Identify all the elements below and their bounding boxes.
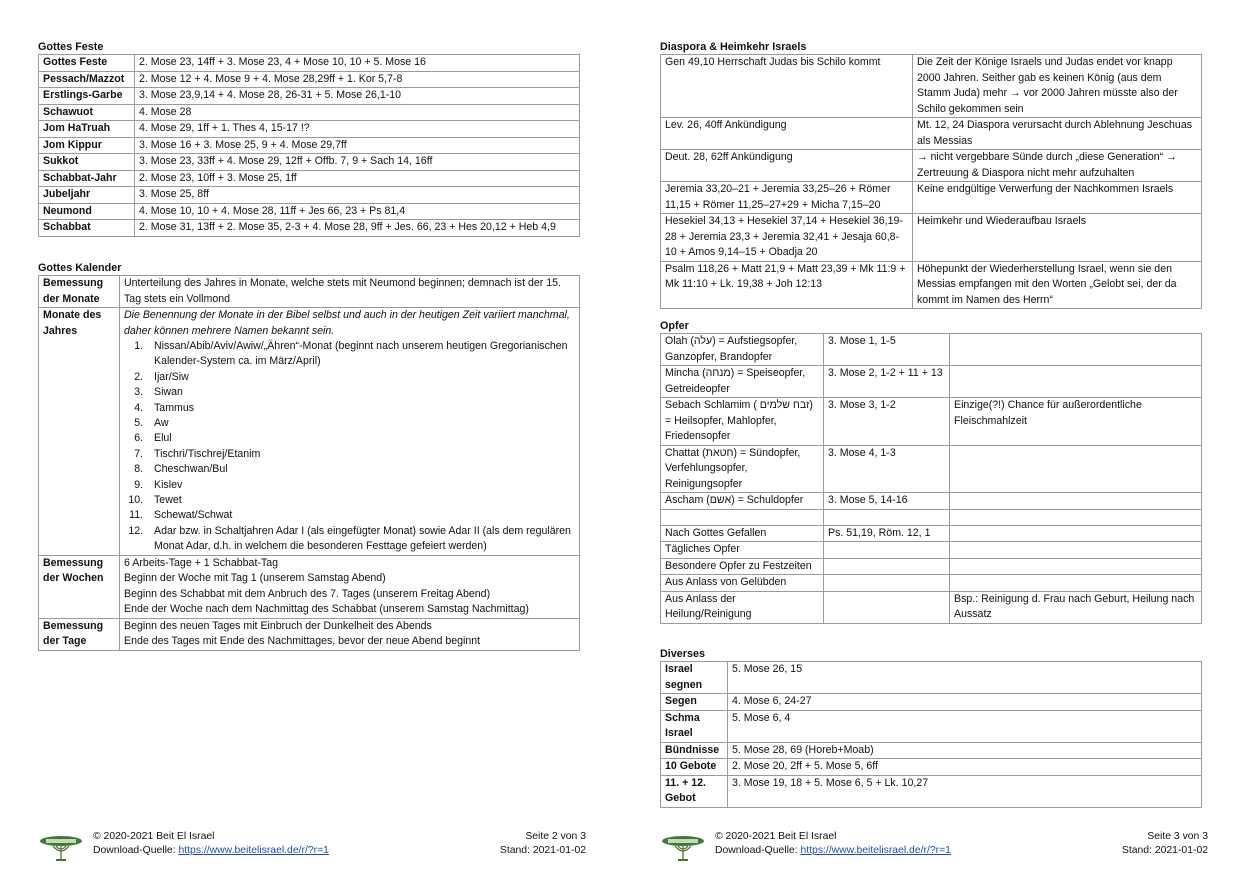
table-row (661, 710, 1202, 742)
month-item: 12. Adar bzw. in Schaltjahren Adar I (als eingefügter Monat) sowie Adar II (als dem regulären Monat Adar, d.h. in welchem die besonderen Festtage gefeiert werden) (146, 524, 575, 555)
table-row (39, 88, 580, 105)
download-source (93, 844, 329, 858)
row-text (120, 555, 580, 618)
table-row (39, 71, 580, 88)
table-row (661, 493, 1202, 510)
misc-name: Schma Israel (661, 710, 728, 742)
feste-table (38, 54, 580, 237)
table-row (661, 591, 1202, 623)
month-list (124, 339, 575, 555)
feast-name: Schabbat (39, 220, 135, 237)
feast-name: Gottes Feste (39, 55, 135, 72)
table-row (39, 55, 580, 72)
table-row (661, 509, 1202, 525)
row-label: Monate des Jahres (39, 308, 120, 556)
misc-reference: 5. Mose 28, 69 (Horeb+Moab) (728, 742, 1202, 759)
offering-reference (824, 509, 950, 525)
source-link[interactable]: https://www.beitelisrael.de/r/?r=1 (800, 845, 951, 856)
misc-reference: 5. Mose 6, 4 (728, 710, 1202, 742)
table-row (661, 542, 1202, 559)
table-row (39, 187, 580, 204)
feast-name: Schawuot (39, 104, 135, 121)
diaspora-table (660, 54, 1202, 309)
diaspora-text: Mt. 12, 24 Diaspora verursacht durch Ablehnung Jeschuas als Messias (913, 118, 1202, 150)
table-row (661, 759, 1202, 776)
table-row (39, 203, 580, 220)
offering-name: Besondere Opfer zu Festzeiten (661, 558, 824, 575)
table-row (661, 150, 1202, 182)
diverses-table (660, 661, 1202, 808)
table-row (661, 334, 1202, 366)
table-row (39, 121, 580, 138)
month-item: 5. Aw (146, 416, 575, 431)
misc-name: Segen (661, 694, 728, 711)
diaspora-reference: Gen 49,10 Herrschaft Judas bis Schilo kommt (661, 55, 913, 118)
source-link[interactable]: https://www.beitelisrael.de/r/?r=1 (178, 845, 329, 856)
misc-reference: 4. Mose 6, 24-27 (728, 694, 1202, 711)
offering-reference: 3. Mose 4, 1-3 (824, 445, 950, 493)
table-row (661, 575, 1202, 592)
section-title-diaspora: Diaspora & Heimkehr Israels (660, 41, 807, 53)
month-item: 1. Nissan/Abib/Aviv/Awiw/„Ähren“-Monat (beginnt nach unserem heutigen Gregorianischen Kalender-System ca. im März/April) (146, 339, 575, 370)
beit-el-israel-logo (660, 832, 706, 864)
table-row (661, 445, 1202, 493)
row-label: Bemessung der Wochen (39, 555, 120, 618)
feast-reference: 2. Mose 23, 10ff + 3. Mose 25, 1ff (135, 170, 580, 187)
feast-name: Schabbat-Jahr (39, 170, 135, 187)
table-row (39, 104, 580, 121)
text-line: Ende des Tages mit Ende des Nachmittages, bevor der neue Abend beginnt (124, 635, 481, 648)
table-row (661, 118, 1202, 150)
month-item: 9. Kislev (146, 478, 575, 493)
table-row (661, 558, 1202, 575)
feast-name: Pessach/Mazzot (39, 71, 135, 88)
feast-name: Jom Kippur (39, 137, 135, 154)
offering-note (950, 542, 1202, 559)
offering-reference (824, 591, 950, 623)
diaspora-text: Keine endgültige Verwerfung der Nachkommen Israels (913, 182, 1202, 214)
page-number: Seite 2 von 3 (525, 831, 586, 842)
diaspora-text: Höhepunkt der Wiederherstellung Israel, wenn sie den Messias empfangen mit den Worten „Gelobt sei, der da kommt im Namen des Herrn“ (913, 261, 1202, 309)
offering-name: Ascham (אשם) = Schuldopfer (661, 493, 824, 510)
diaspora-text: Heimkehr und Wiederaufbau Israels (913, 214, 1202, 262)
feast-reference: 4. Mose 28 (135, 104, 580, 121)
table-row (39, 618, 580, 650)
source-label: Download-Quelle: (715, 845, 801, 856)
text-line: Beginn des neuen Tages mit Einbruch der Dunkelheit des Abends (124, 619, 432, 632)
table-row (39, 308, 580, 556)
table-row (661, 525, 1202, 542)
offering-name: Sebach Schlamim ( זבח שלמים) = Heilsopfer, Mahlopfer, Friedensopfer (661, 398, 824, 446)
beit-el-israel-logo (38, 832, 84, 864)
misc-name: 10 Gebote (661, 759, 728, 776)
footer-text (93, 830, 329, 858)
table-row (661, 214, 1202, 262)
diaspora-reference: Jeremia 33,20–21 + Jeremia 33,25–26 + Römer 11,15 + Römer 11,25–27+29 + Micha 7,15–20 (661, 182, 913, 214)
diaspora-reference: Hesekiel 34,13 + Hesekiel 37,14 + Hesekiel 36,19-28 + Jeremia 23,3 + Jeremia 32,41 + Jesaja 60,8-10 + Amos 9,14–15 + Obadja 20 (661, 214, 913, 262)
months-intro: Die Benennung der Monate in der Bibel selbst und auch in der heutigen Zeit variiert manchmal, daher können mehrere Namen bekannt sein. (124, 309, 570, 337)
offering-note (950, 575, 1202, 592)
section-title-kalender: Gottes Kalender (38, 262, 122, 274)
offering-name: Mincha (מנחה) = Speiseopfer, Getreideopfer (661, 366, 824, 398)
source-label: Download-Quelle: (93, 845, 179, 856)
table-row (661, 742, 1202, 759)
month-item: 2. Ijar/Siw (146, 370, 575, 385)
offering-reference (824, 558, 950, 575)
table-row (661, 398, 1202, 446)
copyright: © 2020-2021 Beit El Israel (715, 831, 837, 842)
feast-reference: 3. Mose 16 + 3. Mose 25, 9 + 4. Mose 29,7ff (135, 137, 580, 154)
feast-reference: 2. Mose 23, 14ff + 3. Mose 23, 4 + Mose 10, 10 + 5. Mose 16 (135, 55, 580, 72)
feast-name: Neumond (39, 203, 135, 220)
table-row (39, 555, 580, 618)
diaspora-reference: Lev. 26, 40ff Ankündigung (661, 118, 913, 150)
table-row (661, 662, 1202, 694)
table-row (661, 366, 1202, 398)
table-row (39, 276, 580, 308)
text-line: Beginn der Woche mit Tag 1 (unserem Samstag Abend) (124, 572, 386, 585)
offering-note (950, 493, 1202, 510)
footer (660, 830, 1208, 862)
table-row (39, 154, 580, 171)
kalender-table (38, 275, 580, 651)
text-line: 6 Arbeits-Tage + 1 Schabbat-Tag (124, 556, 279, 569)
table-row (661, 55, 1202, 118)
opfer-table (660, 333, 1202, 624)
month-item: 7. Tischri/Tischrej/Etanim (146, 447, 575, 462)
offering-name (661, 509, 824, 525)
diaspora-text: → nicht vergebbare Sünde durch „diese Generation“ → Zertreuung & Diaspora nicht mehr aufzuhalten (913, 150, 1202, 182)
section-title-opfer: Opfer (660, 320, 689, 332)
offering-note (950, 366, 1202, 398)
download-source (715, 844, 951, 858)
diaspora-reference: Deut. 28, 62ff Ankündigung (661, 150, 913, 182)
month-item: 8. Cheschwan/Bul (146, 462, 575, 477)
section-title-diverses: Diverses (660, 648, 706, 660)
offering-reference: 3. Mose 2, 1-2 + 11 + 13 (824, 366, 950, 398)
section-title-feste: Gottes Feste (38, 41, 104, 53)
offering-reference (824, 542, 950, 559)
text-line: Ende der Woche nach dem Nachmittag des Schabbat (unserem Samstag Nachmittag) (124, 603, 529, 616)
offering-name: Olah (עלה) = Aufstiegsopfer, Ganzopfer, Brandopfer (661, 334, 824, 366)
offering-reference: Ps. 51,19, Röm. 12, 1 (824, 525, 950, 542)
misc-name: Israel segnen (661, 662, 728, 694)
month-item: 11. Schewat/Schwat (146, 508, 575, 523)
misc-reference: 3. Mose 19, 18 + 5. Mose 6, 5 + Lk. 10,27 (728, 775, 1202, 807)
offering-note: Einzige(?!) Chance für außerordentliche Fleischmahlzeit (950, 398, 1202, 446)
month-item: 3. Siwan (146, 385, 575, 400)
misc-reference: 5. Mose 26, 15 (728, 662, 1202, 694)
feast-reference: 2. Mose 12 + 4. Mose 9 + 4. Mose 28,29ff + 1. Kor 5,7-8 (135, 71, 580, 88)
feast-name: Erstlings-Garbe (39, 88, 135, 105)
row-text (120, 618, 580, 650)
stand-date: Stand: 2021-01-02 (499, 845, 586, 856)
feast-reference: 3. Mose 23, 33ff + 4. Mose 29, 12ff + Offb. 7, 9 + Sach 14, 16ff (135, 154, 580, 171)
offering-note (950, 334, 1202, 366)
offering-note (950, 525, 1202, 542)
footer (38, 830, 586, 862)
misc-reference: 2. Mose 20, 2ff + 5. Mose 5, 6ff (728, 759, 1202, 776)
offering-note (950, 558, 1202, 575)
row-label: Bemessung der Tage (39, 618, 120, 650)
table-row (661, 182, 1202, 214)
feast-reference: 4. Mose 10, 10 + 4. Mose 28, 11ff + Jes 66, 23 + Ps 81,4 (135, 203, 580, 220)
month-item: 4. Tammus (146, 401, 575, 416)
offering-name: Nach Gottes Gefallen (661, 525, 824, 542)
feast-name: Sukkot (39, 154, 135, 171)
month-item: 6. Elul (146, 431, 575, 446)
stand-date: Stand: 2021-01-02 (1121, 845, 1208, 856)
feast-name: Jubeljahr (39, 187, 135, 204)
table-row (39, 220, 580, 237)
offering-note (950, 509, 1202, 525)
table-row (39, 170, 580, 187)
months-cell (120, 308, 580, 556)
diaspora-text: Die Zeit der Könige Israels und Judas endet vor knapp 2000 Jahren. Seither gab es keinen König (aus dem Stamm Juda) mehr → vor 2000 Jahren müsste also der Schilo gekommen sein (913, 55, 1202, 118)
offering-reference: 3. Mose 3, 1-2 (824, 398, 950, 446)
feast-reference: 2. Mose 31, 13ff + 2. Mose 35, 2-3 + 4. Mose 28, 9ff + Jes. 66, 23 + Hes 20,12 + Heb 4,9 (135, 220, 580, 237)
misc-name: 11. + 12. Gebot (661, 775, 728, 807)
feast-reference: 3. Mose 23,9,14 + 4. Mose 28, 26-31 + 5. Mose 26,1-10 (135, 88, 580, 105)
feast-name: Jom HaTruah (39, 121, 135, 138)
month-item: 10. Tewet (146, 493, 575, 508)
row-label: Bemessung der Monate (39, 276, 120, 308)
offering-note (950, 445, 1202, 493)
offering-reference: 3. Mose 1, 1-5 (824, 334, 950, 366)
table-row (661, 694, 1202, 711)
table-row (661, 775, 1202, 807)
offering-note: Bsp.: Reinigung d. Frau nach Geburt, Heilung nach Aussatz (950, 591, 1202, 623)
feast-reference: 4. Mose 29, 1ff + 1. Thes 4, 15-17 !? (135, 121, 580, 138)
table-row (661, 261, 1202, 309)
page-info (1122, 830, 1208, 858)
footer-text (715, 830, 951, 858)
offering-name: Aus Anlass von Gelübden (661, 575, 824, 592)
row-text: Unterteilung des Jahres in Monate, welche stets mit Neumond beginnen; demnach ist der 15. Tag stets ein Vollmond (120, 276, 580, 308)
offering-name: Aus Anlass der Heilung/Reinigung (661, 591, 824, 623)
feast-reference: 3. Mose 25, 8ff (135, 187, 580, 204)
page-number: Seite 3 von 3 (1147, 831, 1208, 842)
diaspora-reference: Psalm 118,26 + Matt 21,9 + Matt 23,39 + Mk 11:9 + Mk 11:10 + Lk. 19,38 + Joh 12:13 (661, 261, 913, 309)
offering-name: Chattat (חטאת) = Sündopfer, Verfehlungsopfer, Reinigungsopfer (661, 445, 824, 493)
offering-reference (824, 575, 950, 592)
copyright: © 2020-2021 Beit El Israel (93, 831, 215, 842)
offering-name: Tägliches Opfer (661, 542, 824, 559)
misc-name: Bündnisse (661, 742, 728, 759)
text-line: Beginn des Schabbat mit dem Anbruch des 7. Tages (unserem Freitag Abend) (124, 587, 491, 600)
offering-reference: 3. Mose 5, 14-16 (824, 493, 950, 510)
table-row (39, 137, 580, 154)
page-info (500, 830, 586, 858)
